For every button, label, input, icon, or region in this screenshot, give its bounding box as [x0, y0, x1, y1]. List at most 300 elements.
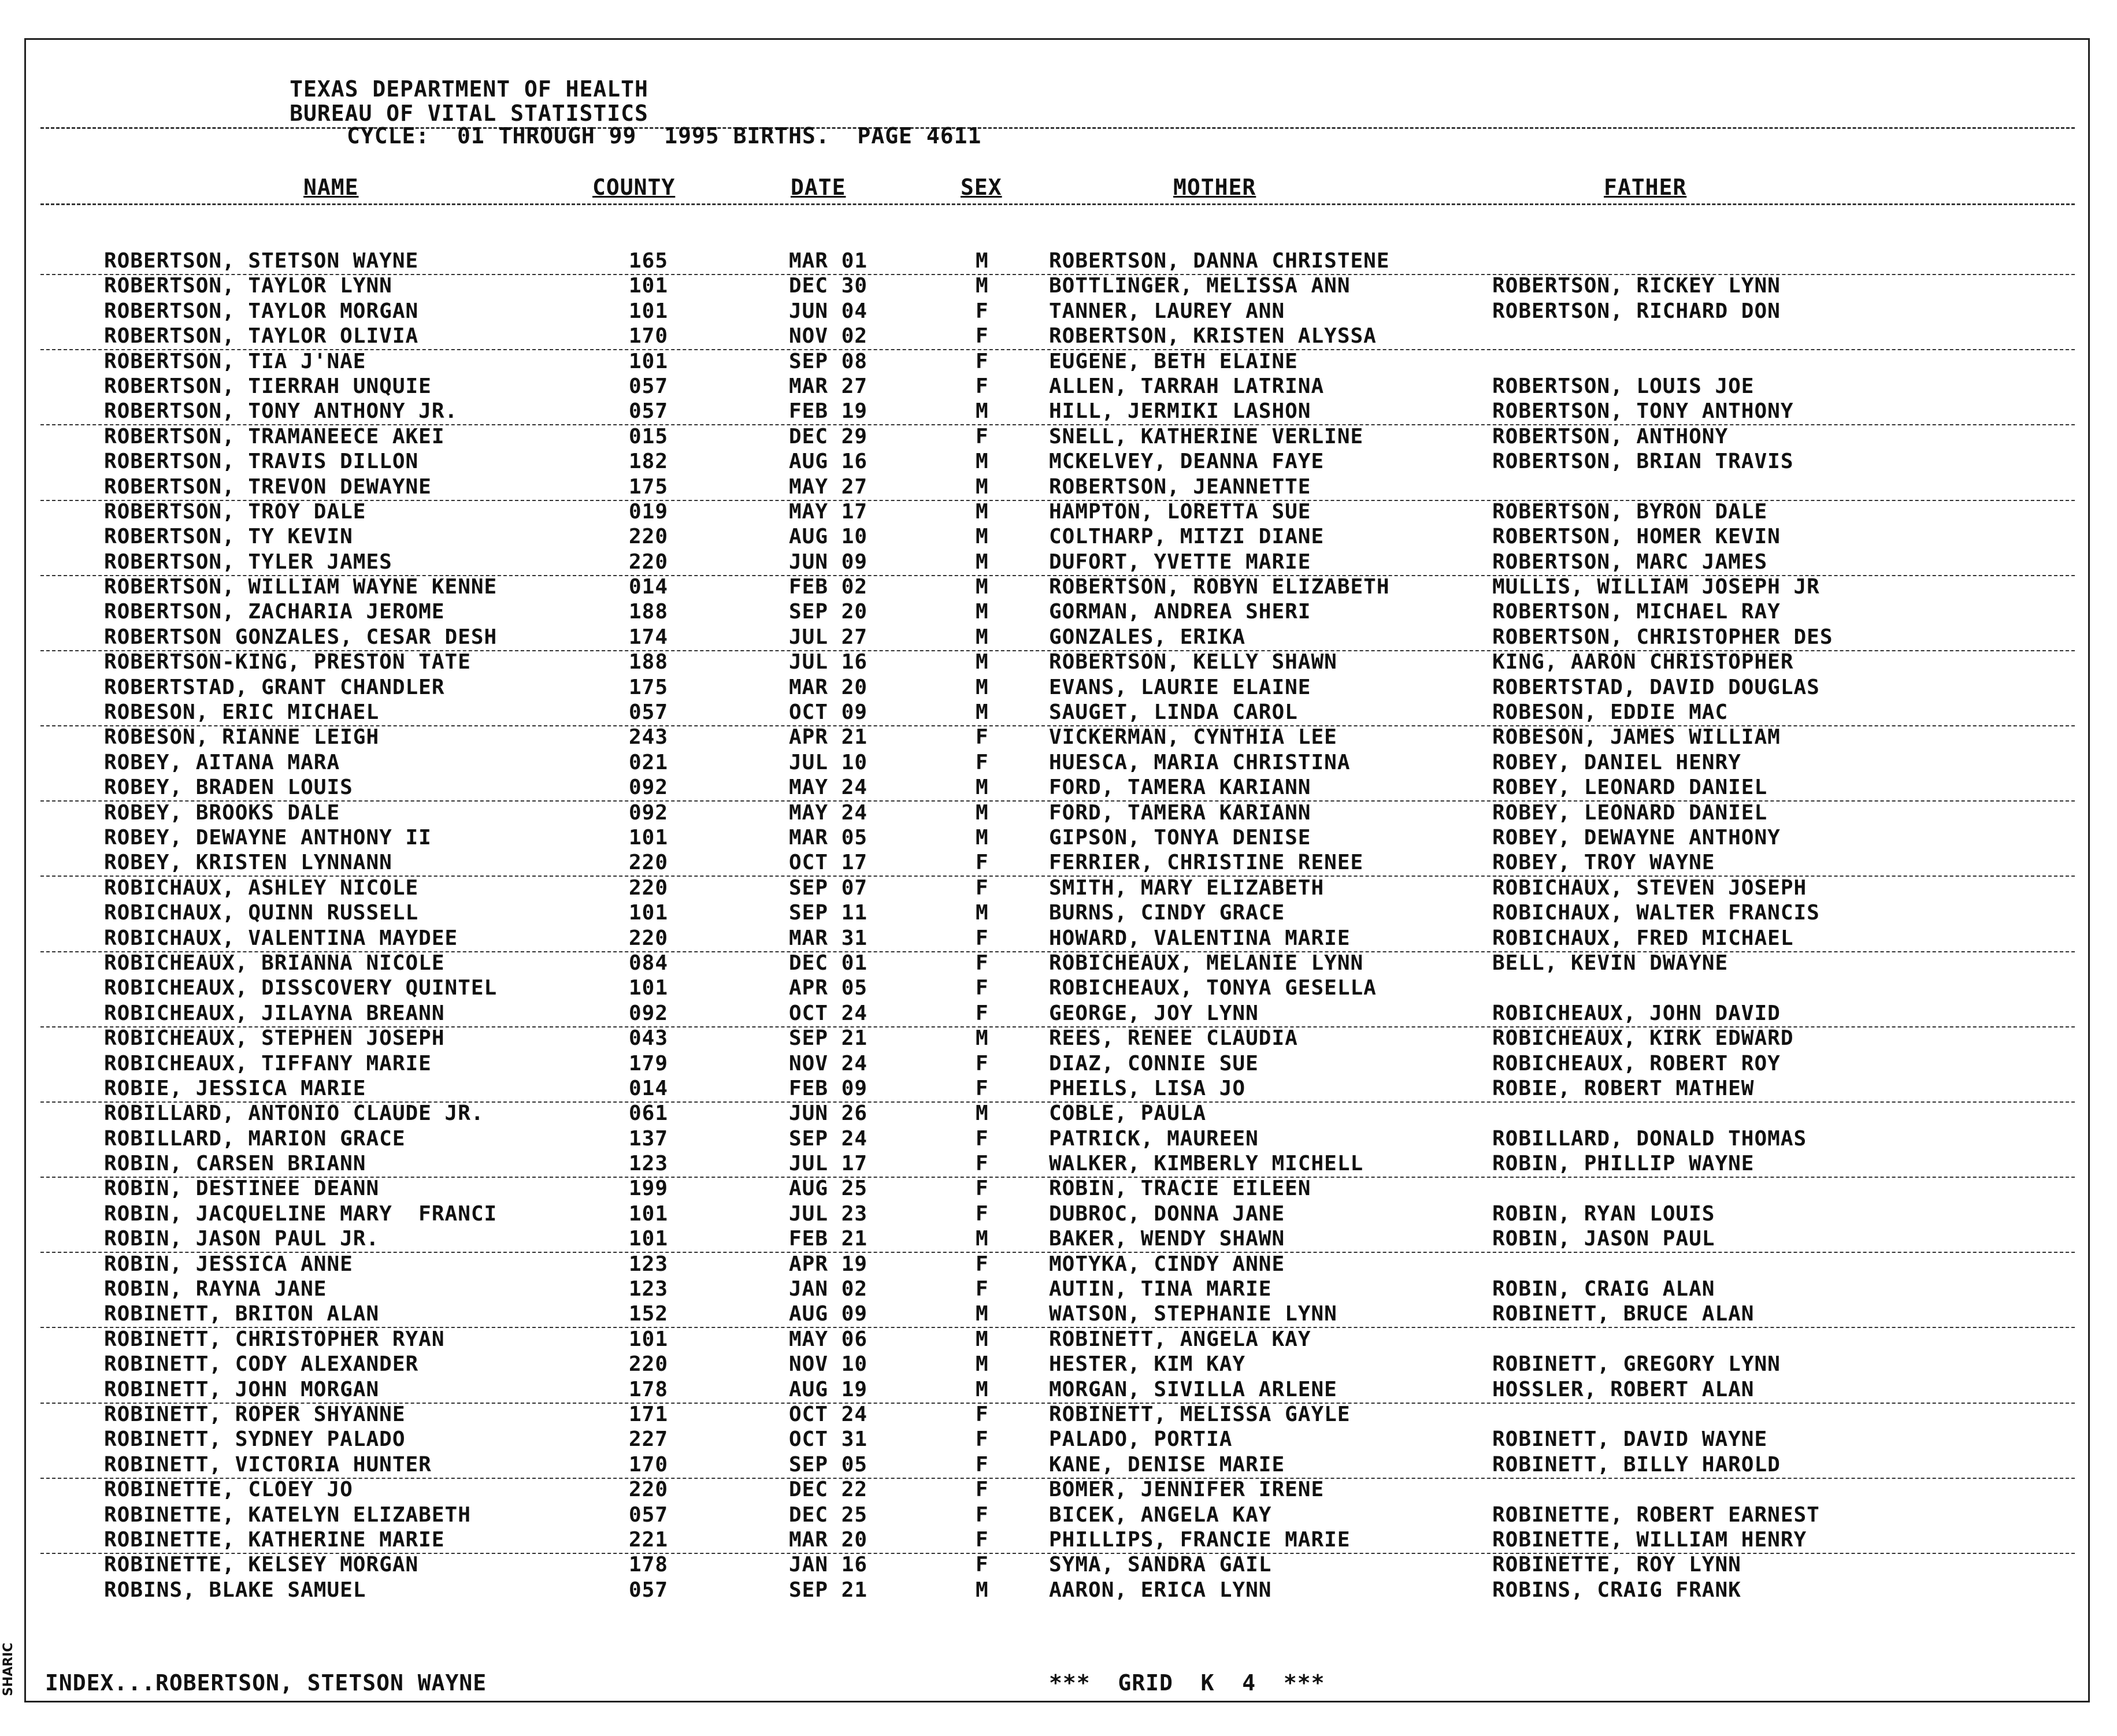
cell-county: 057 — [629, 700, 669, 725]
cell-mother: PALADO, PORTIA — [1049, 1427, 1233, 1452]
cell-date: FEB 02 — [789, 575, 868, 599]
table-row — [0, 600, 2117, 625]
cell-county: 101 — [629, 901, 669, 925]
cell-mother: ROBIN, TRACIE EILEEN — [1049, 1177, 1311, 1201]
cell-name: ROBERTSON, TAYLOR MORGAN — [104, 299, 419, 323]
cell-name: ROBERTSON, TREVON DEWAYNE — [104, 474, 432, 499]
cell-county: 170 — [629, 1452, 669, 1477]
cell-date: AUG 16 — [789, 450, 868, 474]
table-row — [0, 1203, 2117, 1227]
cell-father: ROBEY, TROY WAYNE — [1492, 851, 1715, 875]
cell-county: 019 — [629, 499, 669, 524]
cell-sex: F — [976, 1553, 989, 1577]
cell-sex: M — [976, 675, 989, 699]
cell-date: SEP 07 — [789, 876, 868, 900]
table-row — [0, 1052, 2117, 1077]
cell-mother: ROBERTSON, DANNA CHRISTENE — [1049, 249, 1390, 273]
table-row — [0, 1253, 2117, 1278]
table-row — [0, 701, 2117, 726]
cell-name: ROBINETT, CODY ALEXANDER — [104, 1352, 419, 1377]
cell-mother: GEORGE, JOY LYNN — [1049, 1001, 1259, 1025]
table-row — [0, 450, 2117, 475]
cell-mother: GORMAN, ANDREA SHERI — [1049, 600, 1311, 624]
cell-sex: F — [976, 1076, 989, 1100]
cell-county: 092 — [629, 1001, 669, 1025]
cell-father: ROBERTSON, RICHARD DON — [1492, 299, 1781, 323]
table-row — [0, 1152, 2117, 1177]
cell-date: JUN 09 — [789, 550, 868, 574]
cell-mother: ROBINETT, MELISSA GAYLE — [1049, 1402, 1351, 1426]
cell-county: 174 — [629, 625, 669, 649]
cell-mother: BICEK, ANGELA KAY — [1049, 1503, 1272, 1527]
cell-name: ROBEY, BRADEN LOUIS — [104, 776, 353, 800]
cell-mother: ROBERTSON, JEANNETTE — [1049, 474, 1311, 499]
cell-date: DEC 25 — [789, 1503, 868, 1527]
cell-sex: M — [976, 600, 989, 624]
table-row — [0, 1102, 2117, 1127]
cell-sex: M — [976, 575, 989, 599]
cell-sex: M — [976, 249, 989, 273]
cell-father: ROBIE, ROBERT MATHEW — [1492, 1076, 1755, 1100]
cell-date: OCT 31 — [789, 1427, 868, 1452]
cell-sex: F — [976, 750, 989, 774]
cell-mother: BOMER, JENNIFER IRENE — [1049, 1478, 1325, 1502]
cell-name: ROBINETT, ROPER SHYANNE — [104, 1402, 406, 1426]
cell-mother: MCKELVEY, DEANNA FAYE — [1049, 450, 1325, 474]
table-row — [0, 826, 2117, 851]
table-row — [0, 325, 2117, 350]
cell-name: ROBERTSON, TAYLOR OLIVIA — [104, 324, 419, 348]
cell-mother: HESTER, KIM KAY — [1049, 1352, 1246, 1377]
cell-sex: M — [976, 1327, 989, 1351]
cell-date: JUN 26 — [789, 1101, 868, 1126]
cell-date: JUN 04 — [789, 299, 868, 323]
cell-mother: TANNER, LAUREY ANN — [1049, 299, 1285, 323]
cell-sex: M — [976, 825, 989, 850]
cell-county: 165 — [629, 249, 669, 273]
table-row — [0, 626, 2117, 651]
cell-date: JUL 27 — [789, 625, 868, 649]
table-row — [0, 952, 2117, 977]
cell-county: 220 — [629, 851, 669, 875]
cell-date: DEC 01 — [789, 951, 868, 975]
cell-mother: DUBROC, DONNA JANE — [1049, 1201, 1285, 1226]
cell-name: ROBERTSON, TY KEVIN — [104, 525, 353, 549]
cell-sex: M — [976, 800, 989, 825]
cell-mother: DUFORT, YVETTE MARIE — [1049, 550, 1311, 574]
column-header-date: DATE — [791, 175, 846, 200]
cell-name: ROBINETT, JOHN MORGAN — [104, 1377, 380, 1401]
cell-mother: BURNS, CINDY GRACE — [1049, 901, 1285, 925]
table-row — [0, 1177, 2117, 1202]
cell-sex: M — [976, 1377, 989, 1401]
cell-county: 092 — [629, 776, 669, 800]
cell-county: 227 — [629, 1427, 669, 1452]
cell-date: JUL 23 — [789, 1201, 868, 1226]
cell-mother: VICKERMAN, CYNTHIA LEE — [1049, 725, 1337, 750]
table-row — [0, 1328, 2117, 1353]
cell-sex: F — [976, 851, 989, 875]
cell-father: ROBICHAUX, WALTER FRANCIS — [1492, 901, 1820, 925]
table-row — [0, 1303, 2117, 1327]
cell-county: 092 — [629, 800, 669, 825]
cell-name: ROBERTSON, TRAMANEECE AKEI — [104, 424, 445, 448]
table-row — [0, 425, 2117, 450]
cell-mother: MORGAN, SIVILLA ARLENE — [1049, 1377, 1337, 1401]
cell-sex: F — [976, 1126, 989, 1151]
cell-name: ROBEY, KRISTEN LYNNANN — [104, 851, 392, 875]
table-row — [0, 1504, 2117, 1529]
cell-county: 123 — [629, 1252, 669, 1276]
cell-mother: ROBINETT, ANGELA KAY — [1049, 1327, 1311, 1351]
table-row — [0, 400, 2117, 425]
cell-county: 220 — [629, 1478, 669, 1502]
column-header-name: NAME — [303, 175, 359, 200]
cell-sex: M — [976, 1227, 989, 1251]
cell-date: AUG 19 — [789, 1377, 868, 1401]
cell-sex: F — [976, 1503, 989, 1527]
table-row — [0, 977, 2117, 1001]
cell-name: ROBIN, RAYNA JANE — [104, 1277, 327, 1301]
cell-name: ROBINETTE, KATELYN ELIZABETH — [104, 1503, 471, 1527]
cell-date: SEP 08 — [789, 349, 868, 373]
cell-father: ROBEY, LEONARD DANIEL — [1492, 800, 1768, 825]
cell-father: ROBERTSON, CHRISTOPHER DES — [1492, 625, 1833, 649]
cell-county: 101 — [629, 1327, 669, 1351]
cell-name: ROBERTSTAD, GRANT CHANDLER — [104, 675, 445, 699]
cell-county: 220 — [629, 550, 669, 574]
cell-father: ROBINETTE, ROBERT EARNEST — [1492, 1503, 1820, 1527]
cell-date: OCT 17 — [789, 851, 868, 875]
table-row — [0, 1027, 2117, 1052]
index-footer: INDEX...ROBERTSON, STETSON WAYNE — [45, 1670, 487, 1696]
cell-county: 101 — [629, 825, 669, 850]
cell-sex: F — [976, 1478, 989, 1502]
cell-mother: ROBERTSON, ROBYN ELIZABETH — [1049, 575, 1390, 599]
cell-date: JAN 02 — [789, 1277, 868, 1301]
agency-title: TEXAS DEPARTMENT OF HEALTH — [290, 76, 648, 102]
cell-father: MULLIS, WILLIAM JOSEPH JR — [1492, 575, 1820, 599]
cell-mother: SYMA, SANDRA GAIL — [1049, 1553, 1272, 1577]
cell-mother: PHILLIPS, FRANCIE MARIE — [1049, 1527, 1351, 1552]
cell-date: DEC 30 — [789, 274, 868, 298]
cell-father: ROBICHEAUX, ROBERT ROY — [1492, 1051, 1781, 1075]
cell-county: 043 — [629, 1026, 669, 1051]
cell-mother: WATSON, STEPHANIE LYNN — [1049, 1302, 1337, 1326]
cell-father: ROBEY, LEONARD DANIEL — [1492, 776, 1768, 800]
cell-sex: M — [976, 1352, 989, 1377]
cell-sex: F — [976, 349, 989, 373]
cell-father: ROBICHEAUX, JOHN DAVID — [1492, 1001, 1781, 1025]
cell-date: MAY 24 — [789, 776, 868, 800]
cell-name: ROBERTSON, TIERRAH UNQUIE — [104, 374, 432, 398]
cell-mother: GONZALES, ERIKA — [1049, 625, 1246, 649]
cell-name: ROBERTSON-KING, PRESTON TATE — [104, 650, 471, 674]
cell-name: ROBICHAUX, QUINN RUSSELL — [104, 901, 419, 925]
cell-father: ROBEY, DANIEL HENRY — [1492, 750, 1741, 774]
cell-father: ROBICHEAUX, KIRK EDWARD — [1492, 1026, 1794, 1051]
cell-name: ROBINETT, SYDNEY PALADO — [104, 1427, 406, 1452]
cell-mother: FORD, TAMERA KARIANN — [1049, 800, 1311, 825]
table-row — [0, 275, 2117, 299]
cell-father: ROBILLARD, DONALD THOMAS — [1492, 1126, 1807, 1151]
table-row — [0, 902, 2117, 926]
table-row — [0, 300, 2117, 325]
cell-sex: M — [976, 399, 989, 424]
cell-date: APR 21 — [789, 725, 868, 750]
table-row — [0, 1478, 2117, 1503]
cell-mother: BOTTLINGER, MELISSA ANN — [1049, 274, 1351, 298]
table-row — [0, 1453, 2117, 1478]
cell-county: 221 — [629, 1527, 669, 1552]
cell-name: ROBICHEAUX, JILAYNA BREANN — [104, 1001, 445, 1025]
cell-date: AUG 10 — [789, 525, 868, 549]
cell-date: NOV 24 — [789, 1051, 868, 1075]
cell-county: 175 — [629, 474, 669, 499]
cell-father: ROBERTSTAD, DAVID DOUGLAS — [1492, 675, 1820, 699]
cell-sex: F — [976, 1201, 989, 1226]
cell-mother: MOTYKA, CINDY ANNE — [1049, 1252, 1285, 1276]
table-row — [0, 751, 2117, 776]
cell-date: SEP 24 — [789, 1126, 868, 1151]
cell-mother: DIAZ, CONNIE SUE — [1049, 1051, 1259, 1075]
table-row — [0, 250, 2117, 275]
cell-county: 101 — [629, 1227, 669, 1251]
cell-date: SEP 21 — [789, 1578, 868, 1602]
cell-mother: PHEILS, LISA JO — [1049, 1076, 1246, 1100]
cell-father: ROBESON, JAMES WILLIAM — [1492, 725, 1781, 750]
cell-sex: F — [976, 926, 989, 950]
cell-sex: F — [976, 324, 989, 348]
table-row — [0, 1002, 2117, 1027]
cell-father: ROBERTSON, HOMER KEVIN — [1492, 525, 1781, 549]
cell-sex: F — [976, 951, 989, 975]
cell-name: ROBESON, ERIC MICHAEL — [104, 700, 380, 725]
cell-name: ROBERTSON, TRAVIS DILLON — [104, 450, 419, 474]
cell-sex: F — [976, 1402, 989, 1426]
cell-sex: M — [976, 625, 989, 649]
cell-father: ROBERTSON, MICHAEL RAY — [1492, 600, 1781, 624]
cell-mother: ROBERTSON, KELLY SHAWN — [1049, 650, 1337, 674]
cell-county: 015 — [629, 424, 669, 448]
cell-date: SEP 11 — [789, 901, 868, 925]
cell-name: ROBESON, RIANNE LEIGH — [104, 725, 380, 750]
cell-mother: EUGENE, BETH ELAINE — [1049, 349, 1298, 373]
cell-county: 188 — [629, 600, 669, 624]
cell-mother: FORD, TAMERA KARIANN — [1049, 776, 1311, 800]
cell-county: 014 — [629, 1076, 669, 1100]
cell-name: ROBICHAUX, ASHLEY NICOLE — [104, 876, 419, 900]
cell-date: AUG 25 — [789, 1177, 868, 1201]
table-row — [0, 1428, 2117, 1453]
cell-mother: ROBERTSON, KRISTEN ALYSSA — [1049, 324, 1377, 348]
cell-name: ROBEY, DEWAYNE ANTHONY II — [104, 825, 432, 850]
cell-mother: ROBICHEAUX, MELANIE LYNN — [1049, 951, 1364, 975]
cell-sex: M — [976, 700, 989, 725]
cell-name: ROBERTSON, WILLIAM WAYNE KENNE — [104, 575, 498, 599]
table-row — [0, 1077, 2117, 1102]
cell-date: MAR 20 — [789, 675, 868, 699]
cell-sex: M — [976, 474, 989, 499]
cell-sex: M — [976, 274, 989, 298]
cell-date: JAN 16 — [789, 1553, 868, 1577]
cell-date: MAR 05 — [789, 825, 868, 850]
cell-name: ROBINS, BLAKE SAMUEL — [104, 1578, 366, 1602]
cell-sex: M — [976, 1302, 989, 1326]
cell-name: ROBICHEAUX, DISSCOVERY QUINTEL — [104, 976, 498, 1000]
cell-father: ROBERTSON, RICKEY LYNN — [1492, 274, 1781, 298]
cell-father: ROBERTSON, ANTHONY — [1492, 424, 1729, 448]
cell-mother: SAUGET, LINDA CAROL — [1049, 700, 1298, 725]
cell-mother: HOWARD, VALENTINA MARIE — [1049, 926, 1351, 950]
cell-mother: SMITH, MARY ELIZABETH — [1049, 876, 1325, 900]
cell-name: ROBILLARD, ANTONIO CLAUDE JR. — [104, 1101, 484, 1126]
cell-name: ROBINETTE, CLOEY JO — [104, 1478, 353, 1502]
cell-date: MAR 27 — [789, 374, 868, 398]
cell-county: 220 — [629, 876, 669, 900]
cell-sex: F — [976, 1001, 989, 1025]
cell-date: OCT 24 — [789, 1001, 868, 1025]
cell-father: ROBEY, DEWAYNE ANTHONY — [1492, 825, 1781, 850]
cell-name: ROBINETT, CHRISTOPHER RYAN — [104, 1327, 445, 1351]
cell-mother: EVANS, LAURIE ELAINE — [1049, 675, 1311, 699]
cell-date: AUG 09 — [789, 1302, 868, 1326]
table-row — [0, 1579, 2117, 1604]
cell-name: ROBIN, JACQUELINE MARY FRANCI — [104, 1201, 498, 1226]
table-row — [0, 1529, 2117, 1553]
cell-mother: BAKER, WENDY SHAWN — [1049, 1227, 1285, 1251]
cell-county: 057 — [629, 399, 669, 424]
table-row — [0, 927, 2117, 952]
cell-name: ROBIN, JASON PAUL JR. — [104, 1227, 380, 1251]
cell-county: 061 — [629, 1101, 669, 1126]
cell-date: MAR 31 — [789, 926, 868, 950]
cell-name: ROBINETTE, KELSEY MORGAN — [104, 1553, 419, 1577]
cell-mother: FERRIER, CHRISTINE RENEE — [1049, 851, 1364, 875]
cell-mother: COLTHARP, MITZI DIANE — [1049, 525, 1325, 549]
cell-county: 178 — [629, 1553, 669, 1577]
bureau-title: BUREAU OF VITAL STATISTICS — [290, 101, 648, 126]
cell-date: APR 05 — [789, 976, 868, 1000]
cell-sex: M — [976, 450, 989, 474]
table-row — [0, 525, 2117, 550]
cell-date: MAY 24 — [789, 800, 868, 825]
grid-footer: *** GRID K 4 *** — [1049, 1670, 1325, 1696]
cell-sex: F — [976, 1252, 989, 1276]
cell-mother: HUESCA, MARIA CHRISTINA — [1049, 750, 1351, 774]
cell-county: 101 — [629, 976, 669, 1000]
cell-sex: F — [976, 1527, 989, 1552]
cell-sex: M — [976, 901, 989, 925]
cell-mother: AARON, ERICA LYNN — [1049, 1578, 1272, 1602]
cell-mother: SNELL, KATHERINE VERLINE — [1049, 424, 1364, 448]
cell-father: ROBINETTE, WILLIAM HENRY — [1492, 1527, 1807, 1552]
cell-father: ROBERTSON, BRIAN TRAVIS — [1492, 450, 1794, 474]
cell-date: OCT 09 — [789, 700, 868, 725]
cell-date: APR 19 — [789, 1252, 868, 1276]
cell-name: ROBERTSON, TYLER JAMES — [104, 550, 392, 574]
table-row — [0, 651, 2117, 676]
table-row — [0, 1278, 2117, 1303]
cell-father: ROBINETT, BRUCE ALAN — [1492, 1302, 1755, 1326]
cell-county: 101 — [629, 274, 669, 298]
cell-father: KING, AARON CHRISTOPHER — [1492, 650, 1794, 674]
cell-mother: ALLEN, TARRAH LATRINA — [1049, 374, 1325, 398]
cell-county: 178 — [629, 1377, 669, 1401]
cell-name: ROBICHEAUX, TIFFANY MARIE — [104, 1051, 432, 1075]
table-row — [0, 500, 2117, 525]
column-header-mother: MOTHER — [1173, 175, 1256, 200]
cell-county: 101 — [629, 299, 669, 323]
cell-name: ROBICHEAUX, STEPHEN JOSEPH — [104, 1026, 445, 1051]
cell-name: ROBERTSON, STETSON WAYNE — [104, 249, 419, 273]
cell-father: ROBICHAUX, FRED MICHAEL — [1492, 926, 1794, 950]
cell-father: ROBIN, CRAIG ALAN — [1492, 1277, 1715, 1301]
cell-date: JUL 16 — [789, 650, 868, 674]
cell-name: ROBEY, BROOKS DALE — [104, 800, 340, 825]
cell-name: ROBERTSON, TROY DALE — [104, 499, 366, 524]
cell-date: FEB 21 — [789, 1227, 868, 1251]
cell-name: ROBIE, JESSICA MARIE — [104, 1076, 366, 1100]
cell-date: SEP 05 — [789, 1452, 868, 1477]
cell-county: 014 — [629, 575, 669, 599]
cell-county: 101 — [629, 349, 669, 373]
cell-father: ROBIN, PHILLIP WAYNE — [1492, 1152, 1755, 1176]
table-row — [0, 576, 2117, 600]
cell-name: ROBIN, JESSICA ANNE — [104, 1252, 353, 1276]
table-row — [0, 375, 2117, 400]
cell-sex: M — [976, 525, 989, 549]
table-row — [0, 1353, 2117, 1378]
cell-name: ROBERTSON, TAYLOR LYNN — [104, 274, 392, 298]
cell-father: ROBINETT, BILLY HAROLD — [1492, 1452, 1781, 1477]
cell-sex: M — [976, 499, 989, 524]
cell-date: DEC 29 — [789, 424, 868, 448]
cell-sex: F — [976, 1452, 989, 1477]
cell-father: ROBINETT, DAVID WAYNE — [1492, 1427, 1768, 1452]
cell-name: ROBERTSON GONZALES, CESAR DESH — [104, 625, 498, 649]
cell-county: 152 — [629, 1302, 669, 1326]
table-row — [0, 1378, 2117, 1403]
table-row — [0, 877, 2117, 902]
cell-name: ROBIN, CARSEN BRIANN — [104, 1152, 366, 1176]
cell-county: 057 — [629, 1578, 669, 1602]
cell-mother: WALKER, KIMBERLY MICHELL — [1049, 1152, 1364, 1176]
cell-sex: M — [976, 776, 989, 800]
cell-date: OCT 24 — [789, 1402, 868, 1426]
cell-county: 243 — [629, 725, 669, 750]
cell-name: ROBINETTE, KATHERINE MARIE — [104, 1527, 445, 1552]
cell-name: ROBIN, DESTINEE DEANN — [104, 1177, 380, 1201]
cell-mother: HILL, JERMIKI LASHON — [1049, 399, 1311, 424]
cell-county: 220 — [629, 525, 669, 549]
cell-name: ROBICHAUX, VALENTINA MAYDEE — [104, 926, 458, 950]
cell-father: ROBERTSON, TONY ANTHONY — [1492, 399, 1794, 424]
cell-county: 175 — [629, 675, 669, 699]
cell-mother: HAMPTON, LORETTA SUE — [1049, 499, 1311, 524]
cell-county: 179 — [629, 1051, 669, 1075]
cell-name: ROBINETT, BRITON ALAN — [104, 1302, 380, 1326]
cell-father: ROBINETTE, ROY LYNN — [1492, 1553, 1741, 1577]
cell-county: 170 — [629, 324, 669, 348]
column-header-divider — [40, 203, 2075, 205]
cell-father: ROBERTSON, BYRON DALE — [1492, 499, 1768, 524]
cell-county: 057 — [629, 374, 669, 398]
cell-date: MAR 01 — [789, 249, 868, 273]
cell-father: ROBESON, EDDIE MAC — [1492, 700, 1729, 725]
cell-name: ROBILLARD, MARION GRACE — [104, 1126, 406, 1151]
cell-sex: F — [976, 424, 989, 448]
